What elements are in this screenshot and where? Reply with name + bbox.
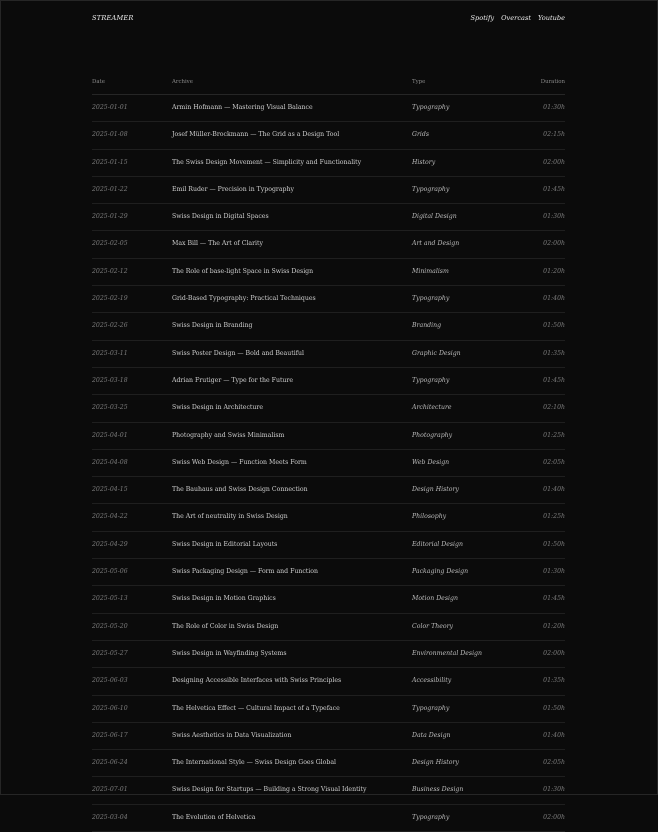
episode-date: 2025-03-04 (92, 813, 128, 821)
episode-title[interactable]: Swiss Design for Startups — Building a Strong Visual Identity (172, 786, 367, 794)
episode-title[interactable]: The Bauhaus and Swiss Design Connection (172, 486, 308, 494)
episode-date: 2025-05-27 (92, 649, 128, 657)
episode-title[interactable]: Josef Müller-Brockmann — The Grid as a Design Tool (172, 131, 340, 139)
episode-type: Business Design (412, 786, 464, 794)
episode-title[interactable]: Swiss Design in Branding (172, 322, 253, 330)
episode-type: Editorial Design (412, 540, 463, 548)
episode-type: Art and Design (412, 240, 460, 248)
overcast-link[interactable]: Overcast (501, 14, 531, 22)
episode-type: Data Design (412, 731, 451, 739)
table-row[interactable] (92, 586, 565, 613)
episode-duration: 01:50h (543, 704, 565, 712)
episode-title[interactable]: Swiss Design in Motion Graphics (172, 595, 276, 603)
episode-duration: 02:00h (543, 813, 565, 821)
episode-duration: 01:30h (543, 213, 565, 221)
episode-title[interactable]: Grid-Based Typography: Practical Techniques (172, 295, 316, 303)
episode-type: Graphic Design (412, 349, 461, 357)
table-row[interactable] (92, 477, 565, 504)
episode-duration: 01:40h (543, 295, 565, 303)
episode-type: Motion Design (412, 595, 458, 603)
episode-type: Typography (412, 813, 450, 821)
table-row[interactable] (92, 450, 565, 477)
table-row[interactable] (92, 614, 565, 641)
episode-duration: 01:20h (543, 622, 565, 630)
table-row[interactable] (92, 532, 565, 559)
episode-type: Typography (412, 704, 450, 712)
episode-duration: 01:45h (543, 376, 565, 384)
episode-title[interactable]: Photography and Swiss Minimalism (172, 431, 285, 439)
episode-type: Packaging Design (412, 568, 469, 576)
episode-title[interactable]: Swiss Packaging Design — Form and Function (172, 568, 318, 576)
table-body (92, 95, 565, 832)
episode-type: Branding (412, 322, 442, 330)
episode-date: 2025-05-20 (92, 622, 128, 630)
episode-type: Typography (412, 295, 450, 303)
episode-duration: 01:35h (543, 349, 565, 357)
episode-title[interactable]: Swiss Poster Design — Bold and Beautiful (172, 349, 304, 357)
episode-duration: 01:40h (543, 486, 565, 494)
episode-type: Typography (412, 104, 450, 111)
episode-type: Grids (412, 131, 430, 139)
episode-duration: 02:00h (543, 649, 565, 657)
episode-title[interactable]: Adrian Frutiger — Type for the Future (172, 376, 294, 384)
episode-duration: 01:35h (543, 677, 565, 685)
episode-date: 2025-02-05 (92, 240, 128, 248)
episode-title[interactable]: The Role of Color in Swiss Design (172, 622, 279, 630)
episode-title[interactable]: The Swiss Design Movement — Simplicity and Functionality (172, 158, 362, 166)
episode-type: Accessibility (412, 677, 452, 685)
episode-date: 2025-04-29 (92, 540, 128, 548)
episode-duration: 02:00h (543, 240, 565, 248)
episode-date: 2025-01-08 (92, 131, 128, 139)
episode-date: 2025-06-03 (92, 677, 128, 685)
table-row[interactable] (92, 368, 565, 395)
episode-type: History (412, 158, 436, 166)
episode-title[interactable]: The Helvetica Effect — Cultural Impact of a Typeface (172, 704, 340, 712)
table-row[interactable] (92, 750, 565, 777)
episode-date: 2025-01-29 (92, 213, 128, 221)
episode-title[interactable]: The Evolution of Helvetica (172, 813, 256, 821)
episode-title[interactable]: Swiss Design in Editorial Layouts (172, 540, 278, 548)
episode-date: 2025-04-01 (92, 431, 128, 439)
table-header (92, 74, 565, 95)
episode-duration: 01:45h (543, 595, 565, 603)
episode-duration: 02:15h (543, 131, 565, 139)
table-row[interactable] (92, 150, 565, 177)
episode-date: 2025-03-18 (92, 376, 128, 384)
episode-type: Design History (412, 759, 459, 767)
episode-date: 2025-05-13 (92, 595, 128, 603)
episode-duration: 01:30h (543, 104, 565, 111)
episode-date: 2025-04-22 (92, 513, 128, 521)
youtube-link[interactable]: Youtube (537, 14, 565, 22)
table-row[interactable] (92, 395, 565, 422)
site-header (92, 14, 565, 28)
table-row[interactable] (92, 805, 565, 832)
episode-date: 2025-01-15 (92, 158, 128, 166)
episode-title[interactable]: Designing Accessible Interfaces with Swiss Principles (172, 677, 342, 685)
episode-duration: 02:10h (543, 404, 565, 412)
column-header-date: Date (92, 79, 105, 85)
episode-date: 2025-04-15 (92, 486, 128, 494)
table-row[interactable] (92, 204, 565, 231)
episode-date: 2025-03-25 (92, 404, 128, 412)
episode-date: 2025-06-10 (92, 704, 128, 712)
episode-type: Architecture (412, 404, 452, 412)
episode-title[interactable]: The Role of base-light Space in Swiss Design (172, 267, 314, 275)
table-row[interactable] (92, 259, 565, 286)
table-row[interactable] (92, 504, 565, 531)
episode-date: 2025-02-19 (92, 295, 128, 303)
episode-type: Digital Design (412, 213, 457, 221)
episode-duration: 02:00h (543, 158, 565, 166)
brand-logo[interactable]: STREAMER (92, 14, 134, 22)
episode-date: 2025-01-01 (92, 104, 128, 111)
episode-title[interactable]: Emil Ruder — Precision in Typography (172, 185, 295, 193)
episode-date: 2025-03-11 (92, 349, 128, 357)
episode-date: 2025-04-08 (92, 458, 128, 466)
episode-title[interactable]: Swiss Design in Digital Spaces (172, 213, 269, 221)
episode-duration: 02:05h (543, 458, 565, 466)
spotify-link[interactable]: Spotify (470, 14, 495, 22)
table-row[interactable] (92, 641, 565, 668)
episode-type: Photography (412, 431, 453, 439)
episode-type: Typography (412, 185, 450, 193)
episode-duration: 01:20h (543, 267, 565, 275)
column-header-archive: Archive (172, 79, 193, 85)
table-row[interactable] (92, 341, 565, 368)
episode-date: 2025-02-12 (92, 267, 128, 275)
episode-type: Environmental Design (412, 649, 483, 657)
episode-title[interactable]: The International Style — Swiss Design Goes Global (172, 759, 337, 767)
episode-type: Color Theory (412, 622, 454, 630)
table-row[interactable] (92, 313, 565, 340)
episode-type: Design History (412, 486, 459, 494)
episode-date: 2025-06-17 (92, 731, 128, 739)
episode-title[interactable]: Armin Hofmann — Mastering Visual Balance (172, 104, 313, 111)
episode-title[interactable]: Swiss Aesthetics in Data Visualization (172, 731, 292, 739)
column-header-duration: Duration (540, 79, 565, 85)
episode-title[interactable]: Swiss Design in Wayfinding Systems (172, 649, 287, 657)
episode-date: 2025-06-24 (92, 759, 128, 767)
episode-date: 2025-01-22 (92, 185, 128, 193)
table-row[interactable] (92, 286, 565, 313)
table-row[interactable] (92, 559, 565, 586)
episode-title[interactable]: The Art of neutrality in Swiss Design (172, 513, 288, 521)
episode-date: 2025-05-06 (92, 568, 128, 576)
episode-title[interactable]: Max Bill — The Art of Clarity (172, 240, 264, 248)
episode-title[interactable]: Swiss Web Design — Function Meets Form (172, 458, 307, 466)
table-row[interactable] (92, 696, 565, 723)
episode-duration: 01:40h (543, 731, 565, 739)
episode-duration: 01:30h (543, 568, 565, 576)
episode-duration: 01:25h (543, 431, 565, 439)
column-header-type: Type (412, 79, 426, 85)
episode-type: Philosophy (412, 513, 447, 521)
archive-table (92, 74, 565, 832)
episode-duration: 01:50h (543, 322, 565, 330)
table-row[interactable] (92, 95, 565, 122)
episode-duration: 01:25h (543, 513, 565, 521)
episode-duration: 01:50h (543, 540, 565, 548)
table-row[interactable] (92, 723, 565, 750)
episode-type: Minimalism (412, 267, 449, 275)
table-row[interactable] (92, 668, 565, 695)
table-row[interactable] (92, 177, 565, 204)
episode-type: Typography (412, 376, 450, 384)
table-row[interactable] (92, 122, 565, 149)
episode-duration: 01:30h (543, 786, 565, 794)
episode-date: 2025-02-26 (92, 322, 128, 330)
episode-title[interactable]: Swiss Design in Architecture (172, 404, 264, 412)
episode-duration: 01:45h (543, 185, 565, 193)
table-row[interactable] (92, 423, 565, 450)
header-links (471, 14, 566, 22)
table-row[interactable] (92, 777, 565, 804)
episode-date: 2025-07-01 (92, 786, 128, 794)
episode-type: Web Design (412, 458, 450, 466)
episode-duration: 02:05h (543, 759, 565, 767)
table-row[interactable] (92, 231, 565, 258)
